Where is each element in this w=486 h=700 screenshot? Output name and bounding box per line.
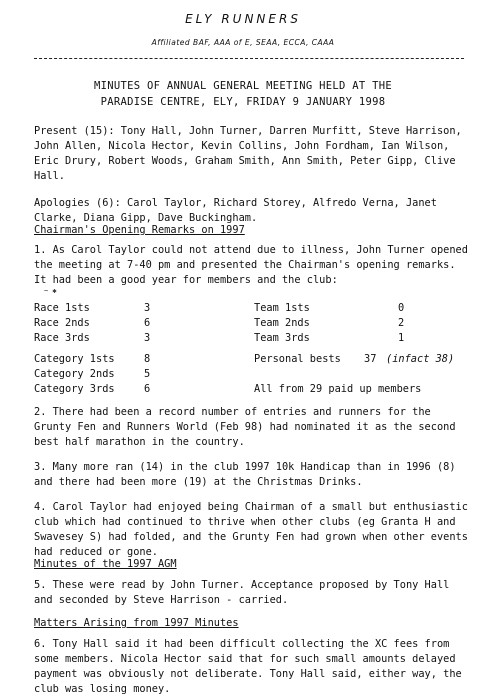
apologies-list: Apologies (6): Carol Taylor, Richard Storey, Alfredo Verna, Janet Clarke, Diana Gipp, Dave Buckingham. [34, 197, 444, 224]
members-note: All from 29 paid up members [254, 383, 422, 395]
minutes-section-title: Minutes of the 1997 AGM [34, 558, 177, 570]
category-3rds-value: 6 [144, 383, 151, 395]
race-2nds-label: Race 2nds [34, 317, 90, 329]
affiliation-line: Affiliated BAF, AAA of E, SEAA, ECCA, CAAA [151, 38, 335, 47]
chairman-section-title: Chairman's Opening Remarks on 1997 [34, 224, 245, 236]
race-1sts-value: 3 [144, 302, 151, 314]
personal-bests-value: 37 [364, 353, 377, 365]
category-1sts-label: Category 1sts [34, 353, 115, 365]
category-2nds-value: 5 [144, 368, 151, 380]
paragraph-5: 5. These were read by John Turner. Acceptance proposed by Tony Hall and seconded by Steve Harrison - carried. [34, 579, 456, 606]
team-3rds-value: 1 [398, 332, 405, 344]
category-2nds-label: Category 2nds [34, 368, 115, 380]
paragraph-1: 1. As Carol Taylor could not attend due to illness, John Turner opened the meeting at 7-40 pm and presented the Chairman's opening remarks. It had been a good year for members and the club: [34, 244, 475, 286]
race-3rds-value: 3 [144, 332, 151, 344]
paragraph-3: 3. Many more ran (14) in the club 1997 10k Handicap than in 1996 (8) and there had been more (19) at the Christmas Drinks. [34, 461, 462, 488]
category-3rds-label: Category 3rds [34, 383, 115, 395]
race-1sts-label: Race 1sts [34, 302, 90, 314]
paragraph-2: 2. There had been a record number of entries and runners for the Grunty Fen and Runners World (Feb 98) had nominated it as the second best half marathon in the country. [34, 406, 462, 448]
meeting-heading-line2: PARADISE CENTRE, ELY, FRIDAY 9 JANUARY 1998 [100, 96, 386, 108]
meeting-heading-line1: MINUTES OF ANNUAL GENERAL MEETING HELD AT THE [94, 80, 392, 92]
paragraph-4: 4. Carol Taylor had enjoyed being Chairman of a small but enthusiastic club which had continued to thrive when other clubs (eg Granta H and Swavesey S) had folded, and the Grunty Fen had grown when other events had reduced or gone. [34, 501, 475, 558]
team-2nds-label: Team 2nds [254, 317, 310, 329]
team-1sts-value: 0 [398, 302, 405, 314]
matters-section-title: Matters Arising from 1997 Minutes [34, 617, 239, 629]
team-1sts-label: Team 1sts [254, 302, 310, 314]
team-2nds-value: 2 [398, 317, 405, 329]
present-list: Present (15): Tony Hall, John Turner, Darren Murfitt, Steve Harrison, John Allen, Nicola Hector, Kevin Collins, John Fordham, Ian Wilson, Eric Drury, Robert Woods, Graham Smith, Ann Smith, Peter Gipp, Clive Hall. [34, 125, 468, 182]
header-divider [34, 58, 464, 59]
race-2nds-value: 6 [144, 317, 151, 329]
personal-bests-note: (infact 38) [386, 353, 455, 365]
race-3rds-label: Race 3rds [34, 332, 90, 344]
team-3rds-label: Team 3rds [254, 332, 310, 344]
personal-bests-label: Personal bests [254, 353, 341, 365]
category-1sts-value: 8 [144, 353, 151, 365]
scribble-mark: ~ ✱ [44, 287, 57, 295]
club-name: ELY RUNNERS [185, 12, 301, 26]
paragraph-6: 6. Tony Hall said it had been difficult collecting the XC fees from some members. Nicola Hector said that for such small amounts delayed payment was obviously not deliberate. Tony Hall said, either way, the club was losing money. [34, 638, 468, 695]
